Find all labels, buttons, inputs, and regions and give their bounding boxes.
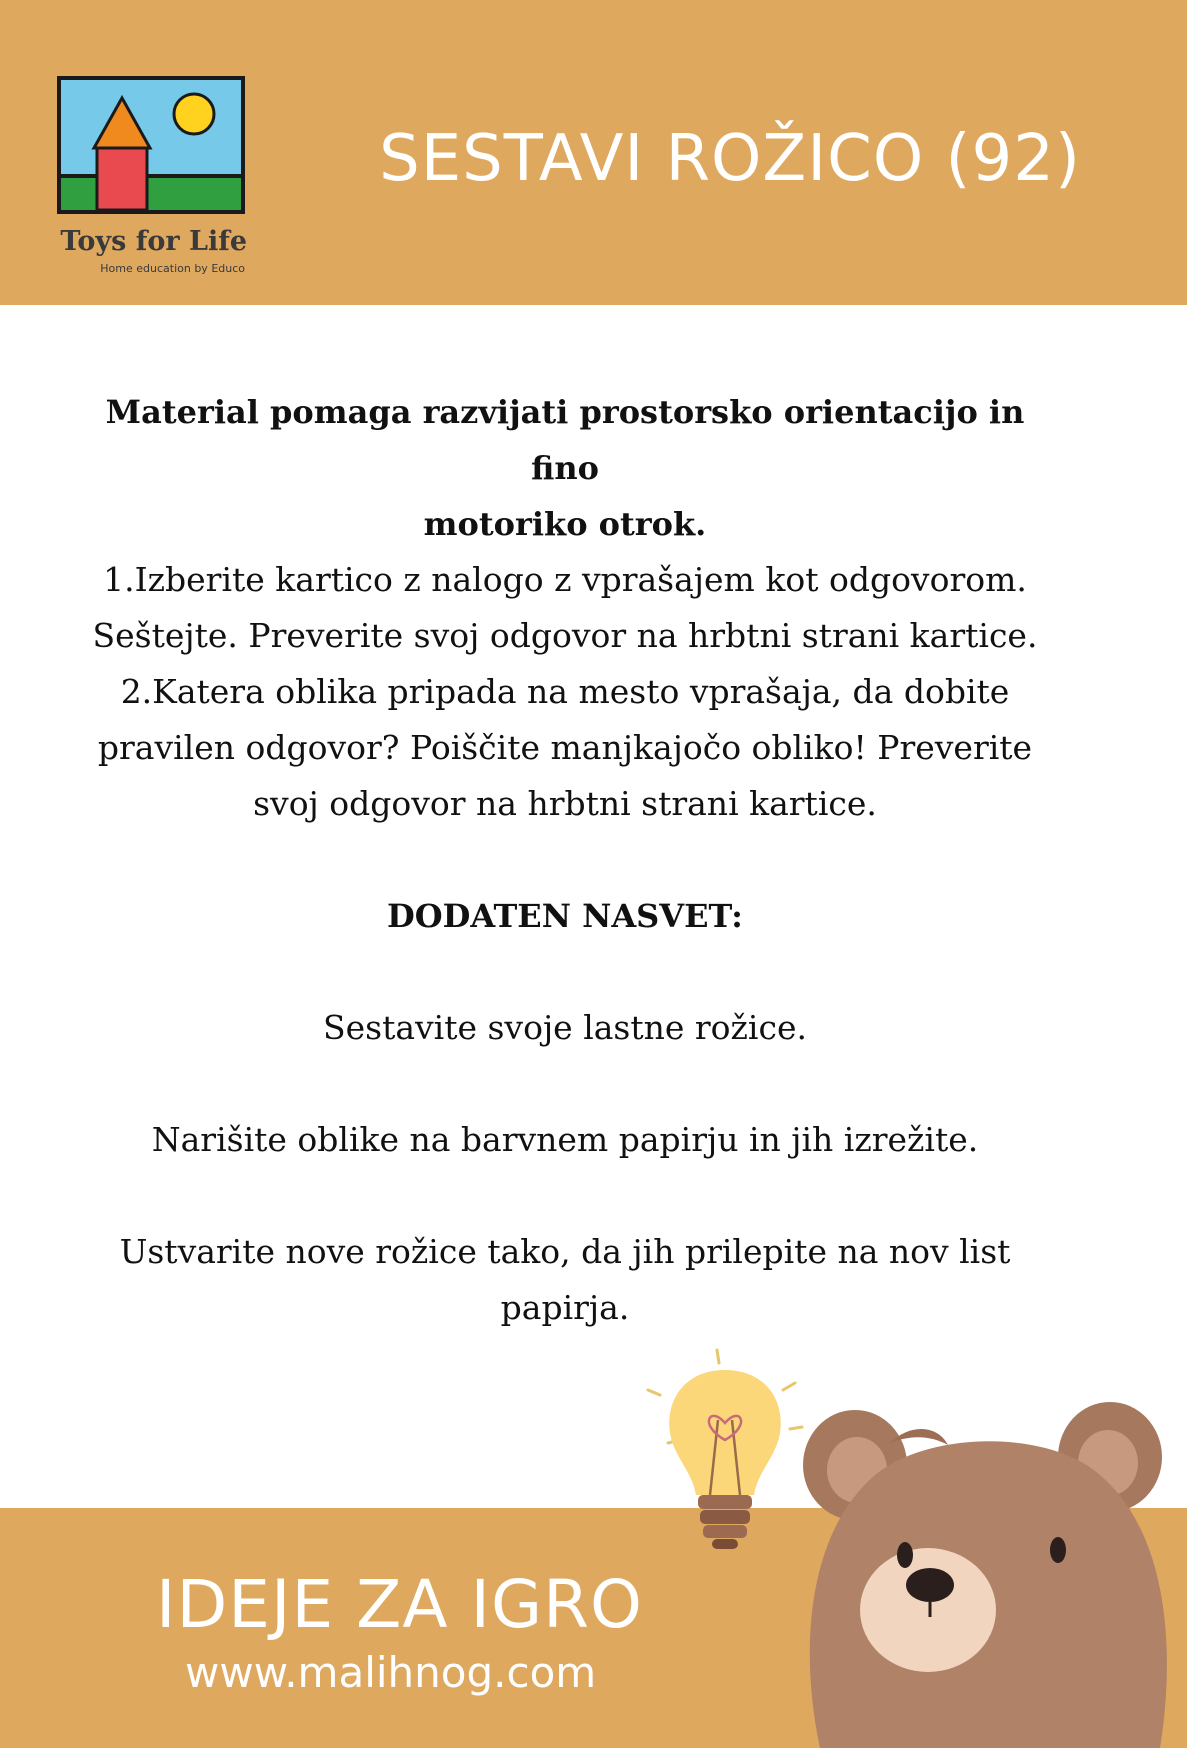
- instructions-paragraph: [75, 552, 1055, 832]
- instruction-line: Seštejte. Preverite svoj odgovor na hrbtni strani kartice.: [92, 616, 1038, 655]
- instruction-line: pravilen odgovor? Poiščite manjkajočo obliko! Preverite: [97, 728, 1033, 767]
- tip-line: Narišite oblike na barvnem papirju in jih izrežite.: [151, 1120, 979, 1159]
- page-title: SESTAVI ROŽICO (92): [379, 122, 1081, 196]
- tip-line: Ustvarite nove rožice tako, da jih prilepite na nov list: [119, 1232, 1011, 1271]
- instruction-line: 2.Katera oblika pripada na mesto vprašaja, da dobite: [120, 672, 1010, 711]
- tip-line: papirja.: [500, 1288, 630, 1327]
- brand-name: Toys for Life: [60, 226, 247, 257]
- intro-paragraph: [75, 384, 1055, 552]
- intro-line: motoriko otrok.: [423, 505, 707, 543]
- tip-heading: DODATEN NASVET:: [387, 897, 743, 935]
- tip-line: Sestavite svoje lastne rožice.: [323, 1008, 807, 1047]
- intro-line: Material pomaga razvijati prostorsko orientacijo in fino: [105, 393, 1025, 487]
- instruction-line: svoj odgovor na hrbtni strani kartice.: [253, 784, 877, 823]
- website-link[interactable]: www.malihnog.com: [185, 1648, 597, 1697]
- tip-paragraph: [75, 1224, 1055, 1336]
- bear-illustration-icon: [780, 1395, 1187, 1748]
- footer-title: IDEJE ZA IGRO: [156, 1566, 643, 1643]
- logo-picture-icon: [57, 76, 245, 214]
- brand-tagline: Home education by Educo: [100, 262, 245, 275]
- toys-for-life-logo[interactable]: [57, 76, 247, 276]
- instruction-line: 1.Izberite kartico z nalogo z vprašajem kot odgovorom.: [103, 560, 1027, 599]
